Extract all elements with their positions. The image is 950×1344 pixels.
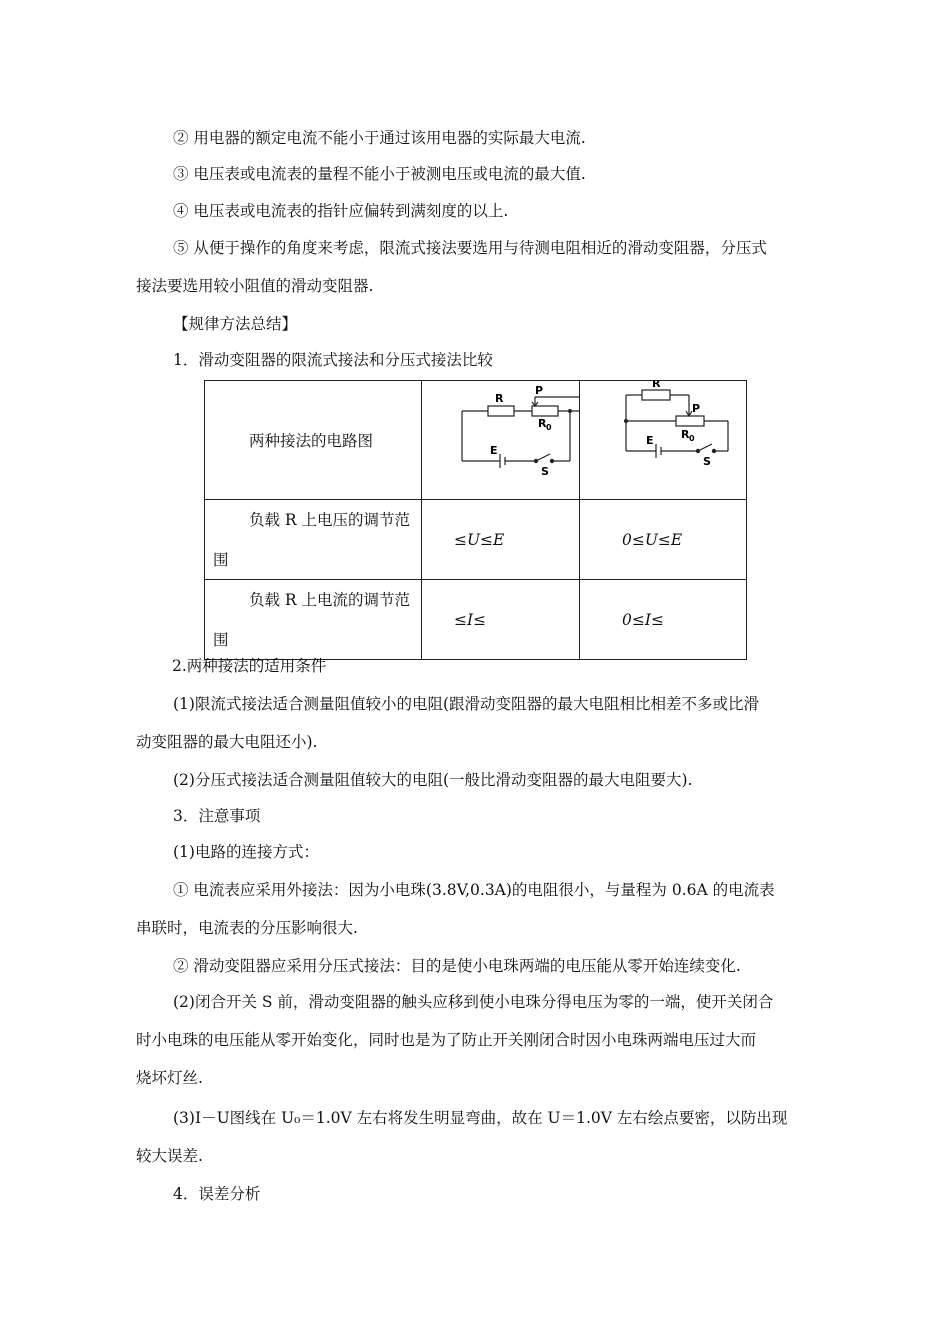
row-label-text: 负载 R 上电压的调节范 [249, 510, 411, 529]
rheostat-icon [676, 416, 704, 426]
rheostat-icon [532, 406, 558, 416]
paragraph-divider-condition: (2)分压式接法适合测量阻值较大的电阻(一般比滑动变阻器的最大电阻要大). [173, 771, 693, 789]
row-label-current [205, 580, 422, 660]
current-range-limiting: ≤I≤ [422, 580, 580, 660]
paragraph-rheostat-choice-2: 接法要选用较小阻值的滑动变阻器. [136, 277, 374, 295]
table-row [205, 381, 747, 500]
switch-icon [698, 444, 712, 451]
heading-applicable-conditions: 2.两种接法的适用条件 [172, 657, 327, 675]
heading-comparison: 1．滑动变阻器的限流式接法和分压式接法比较 [173, 351, 493, 369]
paragraph-iu-curve-2: 较大误差. [136, 1147, 203, 1165]
paragraph-switch-before-1: (2)闭合开关 S 前，滑动变阻器的触头应移到使小电珠分得电压为零的一端，使开关闭合 [173, 993, 774, 1011]
paragraph-meter-range: ③ 电压表或电流表的量程不能小于被测电压或电流的最大值. [173, 165, 586, 183]
resistor-r-icon [642, 390, 670, 400]
paragraph-pointer-deflection: ④ 电压表或电流表的指针应偏转到满刻度的以上. [173, 202, 509, 220]
paragraph-switch-before-2: 时小电珠的电压能从零开始变化，同时也是为了防止开关刚闭合时因小电珠两端电压过大而 [136, 1031, 757, 1049]
paragraph-switch-before-3: 烧坏灯丝. [136, 1069, 203, 1087]
row-label-text: 两种接法的电路图 [249, 432, 374, 450]
comparison-table [204, 380, 747, 660]
voltage-divider-circuit-diagram [580, 381, 747, 495]
table-row [205, 580, 747, 660]
label-P: P [535, 384, 544, 397]
heading-error-analysis: 4．误差分析 [173, 1185, 261, 1203]
label-R0: R [681, 428, 690, 441]
paragraph-divider-connection: ② 滑动变阻器应采用分压式接法：目的是使小电珠两端的电压能从零开始连续变化. [173, 957, 741, 975]
paragraph-limiting-condition-2: 动变阻器的最大电阻还小). [136, 733, 318, 751]
voltage-range-limiting: ≤U≤E [422, 500, 580, 580]
label-S: S [541, 465, 549, 478]
label-S: S [703, 455, 711, 468]
label-E: E [646, 434, 654, 447]
paragraph-rheostat-choice-1: ⑤ 从便于操作的角度来考虑，限流式接法要选用与待测电阻相近的滑动变阻器，分压式 [173, 239, 767, 257]
label-R: R [495, 392, 504, 405]
paragraph-ammeter-external-2: 串联时，电流表的分压影响很大. [136, 919, 358, 937]
table-row [205, 500, 747, 580]
heading-method-summary: 【规律方法总结】 [173, 315, 298, 333]
label-P: P [692, 402, 701, 415]
row-label-text-wrap: 围 [213, 550, 229, 569]
voltage-divider-circuit-cell [580, 381, 747, 500]
current-limiting-circuit-diagram [422, 381, 580, 495]
current-limiting-circuit-cell [422, 381, 580, 500]
resistor-r-icon [488, 406, 514, 416]
label-E: E [490, 444, 498, 457]
row-label-text: 负载 R 上电流的调节范 [249, 590, 411, 609]
label-R0-subscript: 0 [546, 423, 552, 432]
row-label-text-wrap: 围 [213, 630, 229, 649]
paragraph-connection-method: (1)电路的连接方式： [173, 843, 319, 861]
label-R0-subscript: 0 [689, 434, 695, 443]
row-label-voltage [205, 500, 422, 580]
current-range-divider: 0≤I≤ [580, 580, 747, 660]
paragraph-rated-current: ② 用电器的额定电流不能小于通过该用电器的实际最大电流. [173, 129, 586, 147]
label-R: R [652, 381, 661, 390]
row-label-circuit [205, 381, 422, 500]
switch-icon [536, 454, 550, 461]
heading-notes: 3．注意事项 [173, 807, 261, 825]
voltage-range-divider: 0≤U≤E [580, 500, 747, 580]
paragraph-limiting-condition-1: (1)限流式接法适合测量阻值较小的电阻(跟滑动变阻器的最大电阻相比相差不多或比滑 [173, 695, 760, 713]
paragraph-ammeter-external-1: ① 电流表应采用外接法：因为小电珠(3.8V,0.3A)的电阻很小，与量程为 0.6A 的电流表 [173, 881, 775, 899]
label-R0: R [538, 417, 547, 430]
paragraph-iu-curve-1: (3)I－U图线在 U₀＝1.0V 左右将发生明显弯曲，故在 U＝1.0V 左右绘点要密，以防出现 [173, 1109, 788, 1127]
